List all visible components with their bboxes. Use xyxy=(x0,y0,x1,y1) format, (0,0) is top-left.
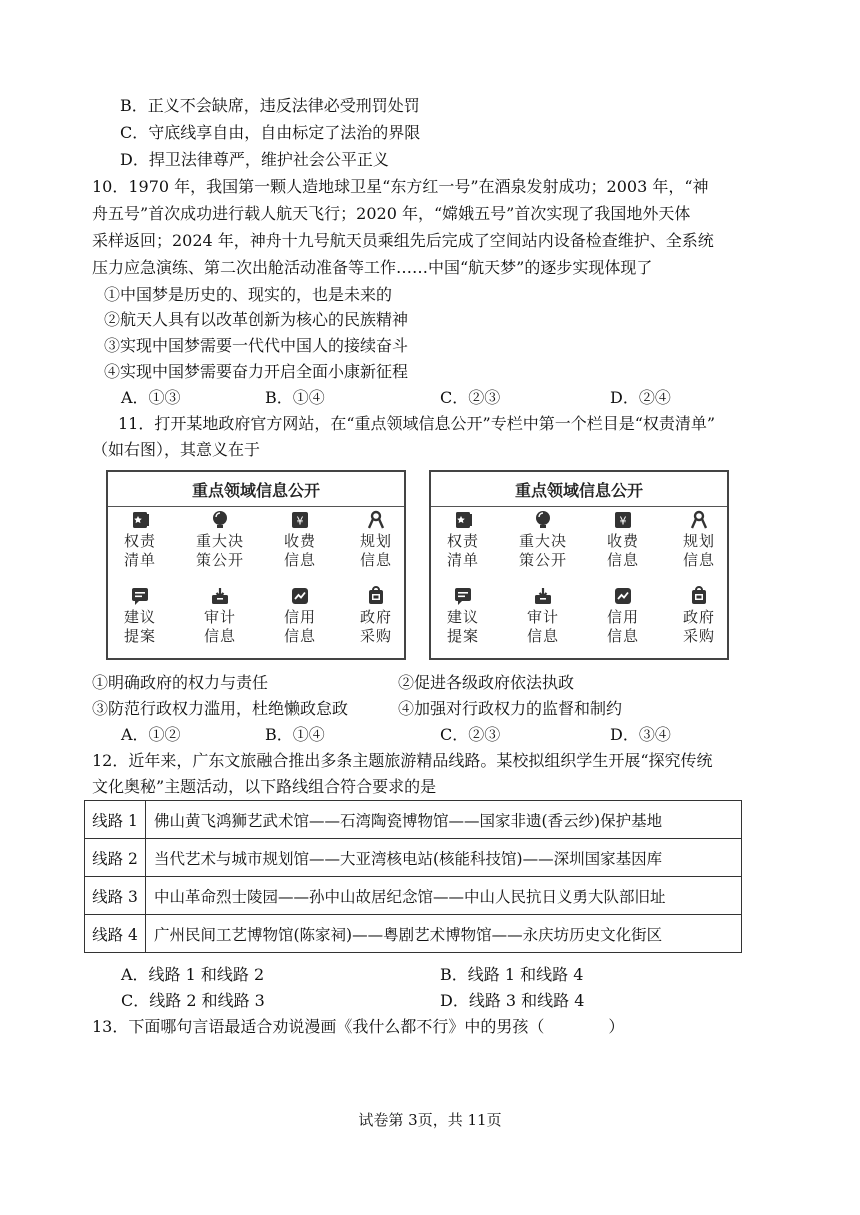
panel-item xyxy=(270,586,330,646)
panel-item-label: 审计 xyxy=(203,608,236,626)
q10-statement: ③实现中国梦需要一代代中国人的接续奋斗 xyxy=(104,336,409,355)
q9-option-b: B．正义不会缺席，违反法律必受刑罚处罚 xyxy=(120,96,420,115)
route-name: 线路 3 xyxy=(85,877,146,915)
q10-stem-line: 采样返回；2024 年，神舟十九号航天员乘组先后完成了空间站内设备检查维护、全系统 xyxy=(92,231,714,250)
panel-item-label: 清单 xyxy=(123,551,156,569)
panel-item-label: 信息 xyxy=(359,551,392,569)
trend-icon xyxy=(613,586,633,606)
q12-stem-line: 12．近年来，广东文旅融合推出多条主题旅游精品线路。某校拟组织学生开展“探究传统 xyxy=(92,751,713,770)
q11-stem-line: 11．打开某地政府官方网站，在“重点领域信息公开”专栏中第一个栏目是“权责清单” xyxy=(118,414,716,433)
q11-choice-a: A．①② xyxy=(121,725,181,744)
panel-item-label: 策公开 xyxy=(195,551,244,569)
q10-choice-b: B．①④ xyxy=(265,388,325,407)
panel-item-label: 规划 xyxy=(682,532,715,550)
panel-item xyxy=(346,586,406,646)
inbox-icon xyxy=(533,586,553,606)
bulb-icon xyxy=(210,510,230,530)
panel-item-label: 信息 xyxy=(606,627,639,645)
panel-item-label: 提案 xyxy=(123,627,156,645)
q11-choice-b: B．①④ xyxy=(265,725,325,744)
table-row xyxy=(85,839,742,877)
panel-item xyxy=(433,586,493,646)
q11-statement: ②促进各级政府依法执政 xyxy=(398,673,575,692)
cart-icon xyxy=(366,586,386,606)
q13-stem: 13．下面哪句言语最适合劝说漫画《我什么都不行》中的男孩（ ） xyxy=(92,1017,625,1036)
panel-item xyxy=(433,510,493,570)
q10-stem-line: 压力应急演练、第二次出舱活动准备等工作……中国“航天梦”的逐步实现体现了 xyxy=(92,258,653,277)
panel-item-label: 重大决 xyxy=(518,532,567,550)
q10-choice-d: D．②④ xyxy=(610,388,671,407)
panel-item-label: 采购 xyxy=(682,627,715,645)
panel-item-label: 权责 xyxy=(123,532,156,550)
table-row xyxy=(85,877,742,915)
q11-stem-line: （如右图），其意义在于 xyxy=(92,440,261,459)
panel-item xyxy=(593,510,653,570)
panel-item-label: 信息 xyxy=(203,627,236,645)
chat-icon xyxy=(130,586,150,606)
panel-item xyxy=(513,510,573,570)
panel-item-label: 信息 xyxy=(526,627,559,645)
q12-choice-d: D．线路 3 和线路 4 xyxy=(440,991,585,1010)
panel-item-label: 收费 xyxy=(606,532,639,550)
info-disclosure-panel-right xyxy=(429,470,729,660)
inbox-icon xyxy=(210,586,230,606)
panel-item xyxy=(669,586,729,646)
panel-item-label: 信息 xyxy=(283,551,316,569)
panel-title: 重点领域信息公开 xyxy=(514,481,643,500)
q11-statement: ④加强对行政权力的监督和制约 xyxy=(398,699,623,718)
trend-icon xyxy=(290,586,310,606)
bulb-icon xyxy=(533,510,553,530)
panel-item-label: 审计 xyxy=(526,608,559,626)
route-name: 线路 1 xyxy=(85,801,146,839)
routes-table xyxy=(84,800,742,953)
panel-item xyxy=(270,510,330,570)
panel-item-label: 政府 xyxy=(682,608,715,626)
table-row xyxy=(85,801,742,839)
q12-stem-line: 文化奥秘”主题活动，以下路线组合符合要求的是 xyxy=(92,777,437,796)
q11-statement: ①明确政府的权力与责任 xyxy=(92,673,269,692)
panel-item-label: 收费 xyxy=(283,532,316,550)
compass-icon xyxy=(689,510,709,530)
panel-item xyxy=(346,510,406,570)
svg-text:¥: ¥ xyxy=(296,514,304,528)
panel-item-label: 重大决 xyxy=(195,532,244,550)
panel-divider xyxy=(431,506,727,507)
q9-option-c: C．守底线享自由，自由标定了法治的界限 xyxy=(120,123,421,142)
info-disclosure-panel-left xyxy=(106,470,406,660)
q12-choice-a: A．线路 1 和线路 2 xyxy=(121,965,265,984)
panel-item-label: 建议 xyxy=(446,608,479,626)
panel-item xyxy=(593,586,653,646)
panel-item-label: 政府 xyxy=(359,608,392,626)
panel-item xyxy=(110,510,170,570)
svg-text:¥: ¥ xyxy=(619,514,627,528)
chat-icon xyxy=(453,586,473,606)
panel-item-label: 信息 xyxy=(682,551,715,569)
panel-item xyxy=(190,586,250,646)
panel-item xyxy=(513,586,573,646)
route-name: 线路 4 xyxy=(85,915,146,953)
q10-choice-a: A．①③ xyxy=(121,388,181,407)
panel-item-label: 采购 xyxy=(359,627,392,645)
yen-icon xyxy=(290,510,310,530)
panel-divider xyxy=(108,506,404,507)
page-footer: 试卷第 3页，共 11页 xyxy=(358,1111,502,1129)
q10-choice-c: C．②③ xyxy=(440,388,501,407)
q9-option-d: D．捍卫法律尊严，维护社会公平正义 xyxy=(120,150,389,169)
compass-icon xyxy=(366,510,386,530)
q12-choice-b: B．线路 1 和线路 4 xyxy=(440,965,584,984)
panel-item-label: 信用 xyxy=(283,608,316,626)
route-desc: 中山革命烈士陵园——孙中山故居纪念馆——中山人民抗日义勇大队部旧址 xyxy=(146,877,742,915)
q12-choice-c: C．线路 2 和线路 3 xyxy=(121,991,265,1010)
cart-icon xyxy=(689,586,709,606)
q10-statement: ①中国梦是历史的、现实的，也是未来的 xyxy=(104,285,393,304)
route-name: 线路 2 xyxy=(85,839,146,877)
route-desc: 广州民间工艺博物馆(陈家祠)——粤剧艺术博物馆——永庆坊历史文化街区 xyxy=(146,915,742,953)
route-desc: 当代艺术与城市规划馆——大亚湾核电站(核能科技馆)——深圳国家基因库 xyxy=(146,839,742,877)
route-desc: 佛山黄飞鸿狮艺武术馆——石湾陶瓷博物馆——国家非遗(香云纱)保护基地 xyxy=(146,801,742,839)
panel-item-label: 信息 xyxy=(283,627,316,645)
table-row xyxy=(85,915,742,953)
panel-item-label: 清单 xyxy=(446,551,479,569)
panel-item-label: 信用 xyxy=(606,608,639,626)
yen-icon xyxy=(613,510,633,530)
panel-item-label: 权责 xyxy=(446,532,479,550)
q10-stem-line: 舟五号”首次成功进行载人航天飞行；2020 年，“嫦娥五号”首次实现了我国地外天体 xyxy=(92,204,691,223)
panel-title: 重点领域信息公开 xyxy=(191,481,320,500)
q10-stem-line: 10．1970 年，我国第一颗人造地球卫星“东方红一号”在酒泉发射成功；2003 年，“神 xyxy=(92,177,709,196)
panel-item xyxy=(110,586,170,646)
panel-item xyxy=(669,510,729,570)
q11-statement: ③防范行政权力滥用，杜绝懒政怠政 xyxy=(92,699,349,718)
list-icon xyxy=(453,510,473,530)
q10-statement: ④实现中国梦需要奋力开启全面小康新征程 xyxy=(104,362,409,381)
q11-choice-d: D．③④ xyxy=(610,725,671,744)
panel-item-label: 建议 xyxy=(123,608,156,626)
list-icon xyxy=(130,510,150,530)
panel-item-label: 策公开 xyxy=(518,551,567,569)
q11-choice-c: C．②③ xyxy=(440,725,501,744)
panel-item xyxy=(190,510,250,570)
panel-item-label: 提案 xyxy=(446,627,479,645)
panel-item-label: 规划 xyxy=(359,532,392,550)
panel-item-label: 信息 xyxy=(606,551,639,569)
q10-statement: ②航天人具有以改革创新为核心的民族精神 xyxy=(104,310,409,329)
